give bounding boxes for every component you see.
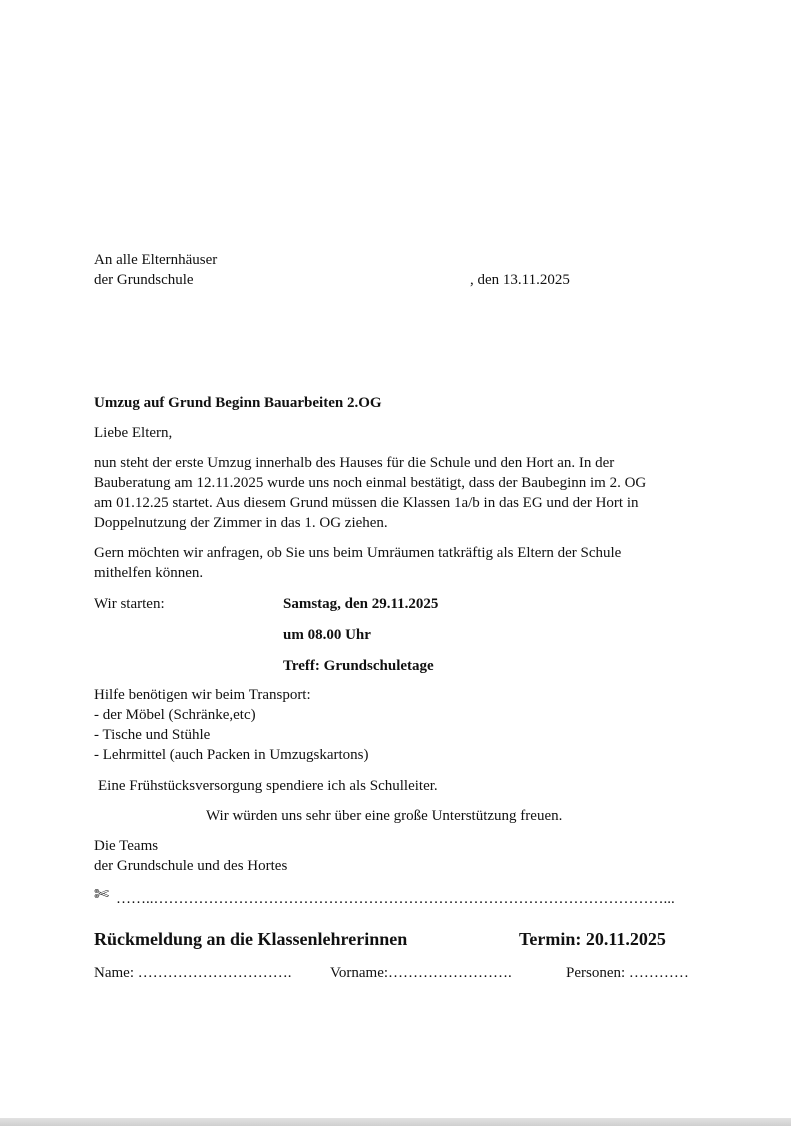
closing-wish: Wir würden uns sehr über eine große Unterstützung freuen. xyxy=(206,808,563,824)
paragraph-line: Bauberatung am 12.11.2025 wurde uns noch einmal bestätigt, dass der Baubeginn im 2. OG xyxy=(94,475,647,491)
firstname-field: Vorname:……………………. xyxy=(330,965,512,981)
scissors-icon: ✄ xyxy=(94,884,110,905)
event-date: Samstag, den 29.11.2025 xyxy=(283,596,439,612)
paragraph-line: am 01.12.25 startet. Aus diesem Grund müssen die Klassen 1a/b in das EG und der Hort in xyxy=(94,495,639,511)
persons-field: Personen: ………… xyxy=(566,965,689,981)
paragraph-announcement xyxy=(94,453,694,533)
cut-line: ……..…………………………………………………………………………………………... xyxy=(116,891,675,907)
paragraph-line: mithelfen können. xyxy=(94,565,204,581)
letter-date: , den 13.11.2025 xyxy=(470,272,570,288)
event-time: um 08.00 Uhr xyxy=(283,627,371,643)
subject-line: Umzug auf Grund Beginn Bauarbeiten 2.OG xyxy=(94,395,382,411)
event-label: Wir starten: xyxy=(94,596,165,612)
signature-line-1: Die Teams xyxy=(94,838,159,854)
list-item: - Tische und Stühle xyxy=(94,727,211,743)
breakfast-note: Eine Frühstücksversorgung spendiere ich als Schulleiter. xyxy=(98,778,438,794)
salutation: Liebe Eltern, xyxy=(94,425,173,441)
reply-deadline: Termin: 20.11.2025 xyxy=(519,929,666,949)
page-edge-shadow xyxy=(0,1118,791,1126)
paragraph-request xyxy=(94,543,694,583)
paragraph-line: Doppelnutzung der Zimmer in das 1. OG ziehen. xyxy=(94,515,388,531)
paragraph-line: Gern möchten wir anfragen, ob Sie uns beim Umräumen tatkräftig als Eltern der Schule xyxy=(94,545,622,561)
help-list xyxy=(94,685,694,765)
recipient-line-2: der Grundschule xyxy=(94,272,194,288)
list-item: - der Möbel (Schränke,etc) xyxy=(94,707,256,723)
help-intro: Hilfe benötigen wir beim Transport: xyxy=(94,687,311,703)
reply-title: Rückmeldung an die Klassenlehrerinnen xyxy=(94,929,408,949)
name-field: Name: …………………………. xyxy=(94,965,292,981)
recipient-line-1: An alle Elternhäuser xyxy=(94,252,218,268)
list-item: - Lehrmittel (auch Packen in Umzugskartons) xyxy=(94,747,369,763)
event-meeting-point: Treff: Grundschuletage xyxy=(283,658,434,674)
signature-line-2: der Grundschule und des Hortes xyxy=(94,858,288,874)
paragraph-line: nun steht der erste Umzug innerhalb des Hauses für die Schule und den Hort an. In der xyxy=(94,455,615,471)
